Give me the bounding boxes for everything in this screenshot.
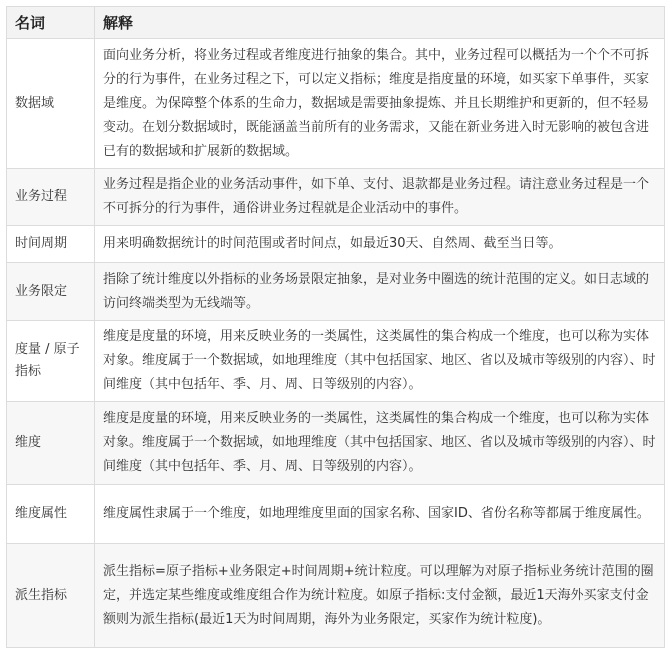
- table-row: [7, 321, 665, 402]
- explanation-cell: 维度是度量的环境，用来反映业务的一类属性，这类属性的集合构成一个维度，也可以称为实体对象。维度属于一个数据域，如地理维度（其中包括国家、地区、省以及城市等级别的内容）、时间维度（其中包括年、季、月、周、日等级别的内容）。: [95, 321, 665, 402]
- table-row: [7, 39, 665, 169]
- explanation-cell: 用来明确数据统计的时间范围或者时间点，如最近30天、自然周、截至当日等。: [95, 226, 665, 263]
- table-row: [7, 485, 665, 544]
- table-row: [7, 263, 665, 321]
- explanation-cell: 维度属性隶属于一个维度，如地理维度里面的国家名称、国家ID、省份名称等都属于维度属性。: [95, 485, 665, 544]
- table-body: [7, 39, 665, 648]
- header-term: 名词: [7, 7, 95, 39]
- explanation-cell: 维度是度量的环境，用来反映业务的一类属性，这类属性的集合构成一个维度，也可以称为实体对象。维度属于一个数据域，如地理维度（其中包括国家、地区、省以及城市等级别的内容）、时间维度（其中包括年、季、月、周、日等级别的内容）。: [95, 402, 665, 485]
- table-row: [7, 226, 665, 263]
- header-row: [7, 7, 665, 39]
- table-row: [7, 169, 665, 226]
- explanation-cell: 业务过程是指企业的业务活动事件，如下单、支付、退款都是业务过程。请注意业务过程是一个不可拆分的行为事件，通俗讲业务过程就是企业活动中的事件。: [95, 169, 665, 226]
- glossary-table: [6, 6, 665, 648]
- term-cell: 维度属性: [7, 485, 95, 544]
- term-cell: 度量 / 原子指标: [7, 321, 95, 402]
- explanation-cell: 指除了统计维度以外指标的业务场景限定抽象，是对业务中圈选的统计范围的定义。如日志域的访问终端类型为无线端等。: [95, 263, 665, 321]
- table-row: [7, 402, 665, 485]
- term-cell: 维度: [7, 402, 95, 485]
- term-cell: 派生指标: [7, 544, 95, 648]
- explanation-cell: 派生指标=原子指标+业务限定+时间周期+统计粒度。可以理解为对原子指标业务统计范围的圈定，并选定某些维度或维度组合作为统计粒度。如原子指标:支付金额，最近1天海外买家支付金额则为派生指标(最近1天为时间周期，海外为业务限定，买家作为统计粒度)。: [95, 544, 665, 648]
- table-row: [7, 544, 665, 648]
- header-explanation: 解释: [95, 7, 665, 39]
- term-cell: 业务过程: [7, 169, 95, 226]
- term-cell: 数据域: [7, 39, 95, 169]
- term-cell: 时间周期: [7, 226, 95, 263]
- explanation-cell: 面向业务分析，将业务过程或者维度进行抽象的集合。其中，业务过程可以概括为一个个不可拆分的行为事件，在业务过程之下，可以定义指标；维度是指度量的环境，如买家下单事件，买家是维度。为保障整个体系的生命力，数据域是需要抽象提炼、并且长期维护和更新的，但不轻易变动。在划分数据域时，既能涵盖当前所有的业务需求，又能在新业务进入时无影响的被包含进已有的数据域和扩展新的数据域。: [95, 39, 665, 169]
- term-cell: 业务限定: [7, 263, 95, 321]
- table-header: [7, 7, 665, 39]
